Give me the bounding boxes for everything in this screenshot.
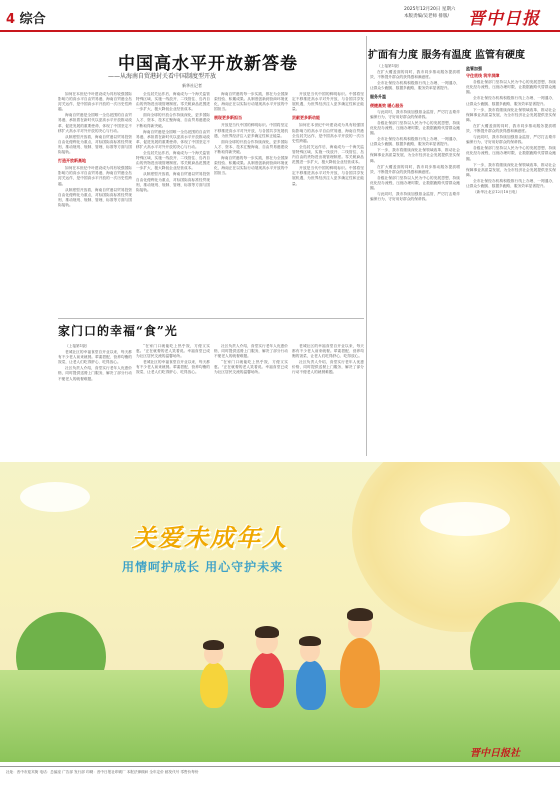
poster-brand: 晋中日报社: [470, 748, 520, 759]
right-headline: 扩面有力度 服务有温度 监管有硬度: [368, 50, 525, 61]
date-line: 2025年12月20日 星期六: [404, 7, 456, 12]
child-hair: [203, 640, 224, 650]
date-block: [404, 6, 464, 20]
lead-section-heading-3: 贡献更多新动能: [292, 115, 320, 121]
lead-column-4: 开放是当代中国的鲜明标识。中国将坚定不移推进高水平对外开放，与各国共享发展机遇，为世界经济注入更多确定性和正能量。 贡献更多新动能 如何在本世纪中叶建设成为具有较强国际影响力的高水平自由贸易港，海南自贸港全岛封关运作，是中国高水平开放的一次历史性跨越。 全岛封关运作后，海南成为一个海关监管特殊区域，实施一线放开、二线管住、岛内自由的货物进出境管理制度。零关税商品范围进一步扩大，极大降低企业经营成本。 开放是当代中国的鲜明标识。中国将坚定不移推进高水平对外开放，与各国共享发展机遇，为世界经济注入更多确定性和正能量。: [292, 92, 364, 186]
lead-section-heading-2: 展现更多新担当: [214, 115, 242, 121]
footer-text: 社址：晋中市迎宾街 电话：总编室 广告部 发行部 印刷：晋中日报社印刷厂 本报法律顾问 全年定价 邮发代号 零售价每份: [6, 770, 199, 774]
lead-byline: 新华社记者: [182, 83, 202, 88]
page-footer: [0, 766, 560, 789]
public-service-poster: [0, 462, 560, 762]
lead-column-1: 如何在本世纪中叶建设成为具有较强国际影响力的高水平自由贸易港，海南自贸港全岛封关运作，是中国高水平开放的一次历史性跨越。 海南自贸港是全国唯一全岛范围的自由贸易港，承担着在新时代以更高水平开放推动改革、促进发展的重要使命，体现了中国坚定不移扩大高水平对外开放的决心与行动。 从制度型开放看，海南自贸港以贸易投资自由化便利化为重点，对标国际高标准经贸规则，推动规则、规制、管理、标准等方面与国际接轨。 打造开放新高地 如何在本世纪中叶建设成为具有较强国际影响力的高水平自由贸易港，海南自贸港全岛封关运作，是中国高水平开放的一次历史性跨越。 从制度型开放看，海南自贸港以贸易投资自由化便利化为重点，对标国际高标准经贸规则，推动规则、规制、管理、标准等方面与国际接轨。: [58, 92, 132, 207]
right-subhead-2: 监管加强: [466, 66, 482, 71]
second-column-1: （上接第1版） 老城社区的幸福食堂自开业以来，每天都有不少老人前来就餐。荤素搭配、营养均衡的饭菜，让老人们吃得舒心、吃得放心。 社区负责人介绍，食堂实行老年人优惠价格，同时提供送餐上门服务，解决了部分行动不便老人的就餐难题。: [58, 344, 132, 381]
adult-hair: [347, 608, 373, 621]
lead-subtitle: ——从海南自贸港封关看中国制度型开放: [108, 73, 217, 80]
poster-title: 关爱未成年人: [132, 524, 288, 552]
right-subhead-2-lead: 守住底线 筑牢屏障: [466, 73, 500, 79]
lead-column-3: 海南自贸港的每一步实践，都在为全国探索经验、积累成果。从制度创新到营商环境优化，海南正在以实际行动展现高水平开放的中国担当。 展现更多新担当 开放是当代中国的鲜明标识。中国将坚定不移推进高水平对外开放，与各国共享发展机遇，为世界经济注入更多确定性和正能量。 面向全球的开放合作持续深化，更多国际人才、资本、技术汇聚海南，自由贸易港建设不断取得新突破。 海南自贸港的每一步实践，都在为全国探索经验、积累成果。从制度创新到营商环境优化，海南正在以实际行动展现高水平开放的中国担当。: [214, 92, 288, 176]
second-column-4: 老城社区的幸福食堂自开业以来，每天都有不少老人前来就餐。荤素搭配、营养均衡的饭菜，让老人们吃得舒心、吃得放心。 社区负责人介绍，食堂实行老年人优惠价格，同时提供送餐上门服务，解决了部分行动不便老人的就餐难题。: [292, 344, 364, 375]
lead-section-heading: 打造开放新高地: [58, 158, 86, 164]
poster-slogan: 用情呵护成长 用心守护未来: [122, 560, 284, 574]
right-column-2: 监管加强 守住底线 筑牢屏障 各级社保部门坚持以人民为中心的发展思想，持续优化经办流程，压缩办理时限，让数据跑路代替群众跑腿。 全市社保经办机构积极推行线上办理、一网通办，让群众少跑腿、数据多跑路，服务效率显著提升。 下一步，我市将继续深化社保领域改革，推动社会保障事业高质量发展，为全市经济社会发展提供坚实保障。 在扩大覆盖面的同时，我市同步推动服务提质增效，不断提升群众的获得感和满意度。 与此同时，我市持续加强基金监管，严厉打击欺诈骗保行为，守好用好群众的保命钱。 各级社保部门坚持以人民为中心的发展思想，持续优化经办流程，压缩办理时限，让数据跑路代替群众跑腿。 下一步，我市将继续深化社保领域改革，推动社会保障事业高质量发展，为全市经济社会发展提供坚实保障。 全市社保经办机构积极推行线上办理、一网通办，让群众少跑腿、数据多跑路，服务效率显著提升。 （新华社北京12月18日电）: [466, 66, 556, 195]
child-hair: [299, 636, 321, 646]
second-column-3: 社区负责人介绍，食堂实行老年人优惠价格，同时提供送餐上门服务，解决了部分行动不便老人的就餐难题。 “在家门口就能吃上热乎饭，方便又实惠。”正在就餐的老人笑着说。幸福食堂已成为社区居民交流的温馨场所。: [214, 344, 288, 375]
cloud-shape: [20, 482, 90, 512]
masthead-logo: 晋中日报: [468, 9, 540, 29]
second-column-2: “在家门口就能吃上热乎饭，方便又实惠。”正在就餐的老人笑着说。幸福食堂已成为社区居民交流的温馨场所。 老城社区的幸福食堂自开业以来，每天都有不少老人前来就餐。荤素搭配、营养均衡的饭菜，让老人们吃得舒心、吃得放心。: [136, 344, 210, 375]
right-subhead-1: 服务升温: [370, 94, 386, 100]
section-name: 综合: [19, 12, 46, 27]
page-header: [0, 0, 560, 32]
section-divider: [58, 318, 364, 319]
right-column-1: （上接第1版） 在扩大覆盖面的同时，我市同步推动服务提质增效，不断提升群众的获得感和满意度。 全市社保经办机构积极推行线上办理、一网通办，让群众少跑腿、数据多跑路，服务效率显著提升。 服务升温 便捷高效 暖心服务 与此同时，我市持续加强基金监管，严厉打击欺诈骗保行为，守好用好群众的保命钱。 各级社保部门坚持以人民为中心的发展思想，持续优化经办流程，压缩办理时限，让数据跑路代替群众跑腿。 全市社保经办机构积极推行线上办理、一网通办，让群众少跑腿、数据多跑路，服务效率显著提升。 下一步，我市将继续深化社保领域改革，推动社会保障事业高质量发展，为全市经济社会发展提供坚实保障。 在扩大覆盖面的同时，我市同步推动服务提质增效，不断提升群众的获得感和满意度。 各级社保部门坚持以人民为中心的发展思想，持续优化经办流程，压缩办理时限，让数据跑路代替群众跑腿。 与此同时，我市持续加强基金监管，严厉打击欺诈骗保行为，守好用好群众的保命钱。: [370, 64, 460, 202]
child-figure: [250, 652, 284, 708]
right-subhead-1-lead: 便捷高效 暖心服务: [370, 102, 404, 108]
second-headline: 家门口的幸福“食”光: [58, 324, 178, 338]
cloud-shape: [420, 502, 510, 536]
child-figure: [200, 662, 228, 708]
adult-figure: [340, 638, 380, 708]
child-hair: [255, 626, 279, 638]
page-number: 4 综合: [6, 12, 46, 27]
lead-headline: 中国高水平开放新答卷: [118, 54, 298, 74]
column-divider: [366, 36, 367, 456]
lead-column-2: 全岛封关运作后，海南成为一个海关监管特殊区域，实施一线放开、二线管住、岛内自由的货物进出境管理制度。零关税商品范围进一步扩大，极大降低企业经营成本。 面向全球的开放合作持续深化，更多国际人才、资本、技术汇聚海南，自由贸易港建设不断取得新突破。 海南自贸港是全国唯一全岛范围的自由贸易港，承担着在新时代以更高水平开放推动改革、促进发展的重要使命，体现了中国坚定不移扩大高水平对外开放的决心与行动。 全岛封关运作后，海南成为一个海关监管特殊区域，实施一线放开、二线管住、岛内自由的货物进出境管理制度。零关税商品范围进一步扩大，极大降低企业经营成本。 从制度型开放看，海南自贸港以贸易投资自由化便利化为重点，对标国际高标准经贸规则，推动规则、规制、管理、标准等方面与国际接轨。: [136, 92, 210, 192]
child-figure: [296, 660, 326, 710]
editor-line: 本版责编/吴老师 排版/: [404, 14, 449, 19]
